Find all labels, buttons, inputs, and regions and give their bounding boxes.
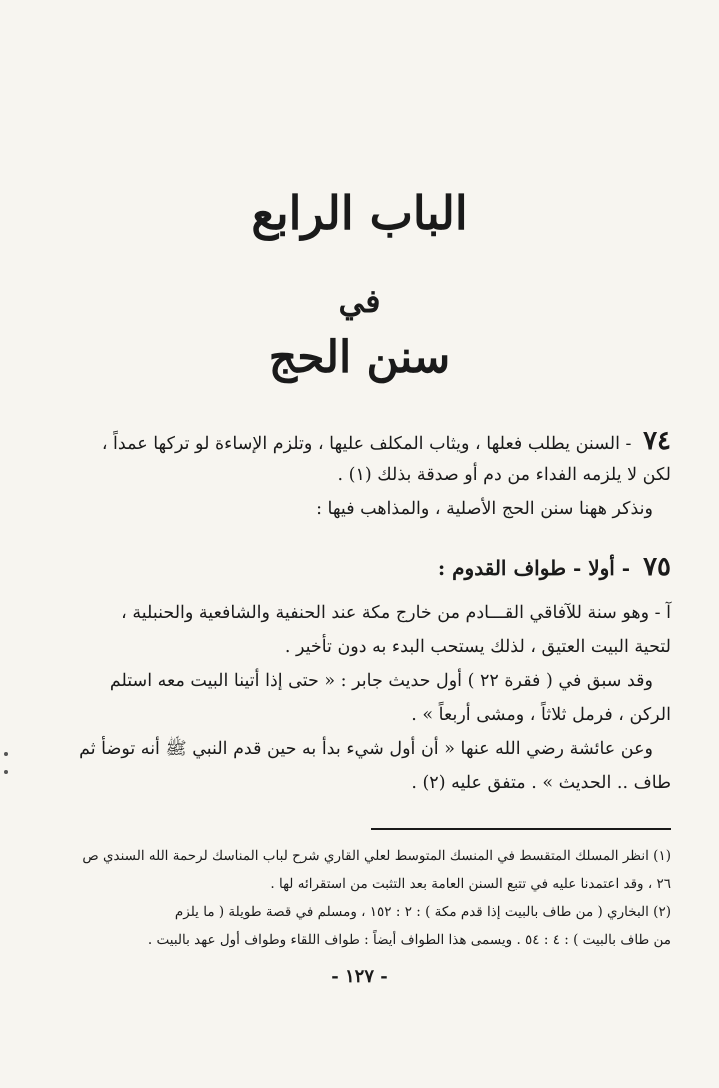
chapter-subject: سنن الحج [268, 332, 451, 383]
paragraph-text: - السنن يطلب فعلها ، ويثاب المكلف عليها ، وتلزم الإساءة لو تركها عمداً ، [101, 434, 632, 454]
section-75-body [43, 596, 671, 800]
footnote-2-line-1: (٢) البخاري ( من طاف بالبيت إذا قدم مكة ) : ٢ : ١٥٢ ، ومسلم في قصة طويلة ( ما يلزم [174, 904, 671, 920]
footnotes [41, 842, 671, 954]
body-line-5: وعن عائشة رضي الله عنها « أن أول شيء بدأ به حين قدم النبي ﷺ أنه توضأ ثم [79, 739, 653, 759]
body-line-4: الركن ، فرمل ثلاثاً ، ومشى أربعاً » . [411, 705, 671, 725]
body-line-2: لتحية البيت العتيق ، لذلك يستحب البدء به دون تأخير . [284, 637, 671, 657]
body-line-6: طاف .. الحديث » . متفق عليه (٢) . [411, 773, 671, 793]
paragraph-74-line-1 [43, 424, 671, 458]
section-number: ٧٥ [643, 552, 671, 582]
section-75-heading [438, 552, 671, 582]
body-line-3: وقد سبق في ( فقرة ٢٢ ) أول حديث جابر : « حتى إذا أتينا البيت معه استلم [109, 671, 653, 691]
body-line-1: آ - وهو سنة للآفاقي القـــادم من خارج مكة عند الحنفية والشافعية والحنبلية ، [121, 603, 671, 623]
paragraph-74-line-3: ونذكر ههنا سنن الحج الأصلية ، والمذاهب فيها : [316, 499, 653, 519]
scan-speck [4, 752, 8, 756]
footnote-1-line-2: ٢٦ ، وقد اعتمدنا عليه في تتبع السنن العامة بعد التثبت من استقرائه لها . [270, 876, 671, 892]
paragraph-number: ٧٤ [643, 426, 671, 456]
section-title: - أولا - طواف القدوم : [437, 556, 631, 580]
chapter-title: الباب الرابع [251, 186, 468, 240]
page-number: - ١٢٧ - [331, 966, 388, 987]
footnote-divider [371, 828, 671, 830]
paragraph-74-line-2: لكن لا يلزمه الفداء من دم أو صدقة بذلك (١) . [337, 465, 671, 485]
footnote-1-line-1: (١) انظر المسلك المتقسط في المنسك المتوسط لعلي القاري شرح لباب المناسك لرحمة الله السندي ص [82, 848, 671, 864]
paragraph-74 [43, 424, 671, 526]
chapter-preposition: في [338, 282, 381, 320]
footnote-2-line-2: من طاف بالبيت ) : ٤ : ٥٤ . ويسمى هذا الطواف أيضاً : طواف اللقاء وطواف أول عهد بالبيت . [147, 932, 671, 948]
scan-speck [4, 770, 8, 774]
